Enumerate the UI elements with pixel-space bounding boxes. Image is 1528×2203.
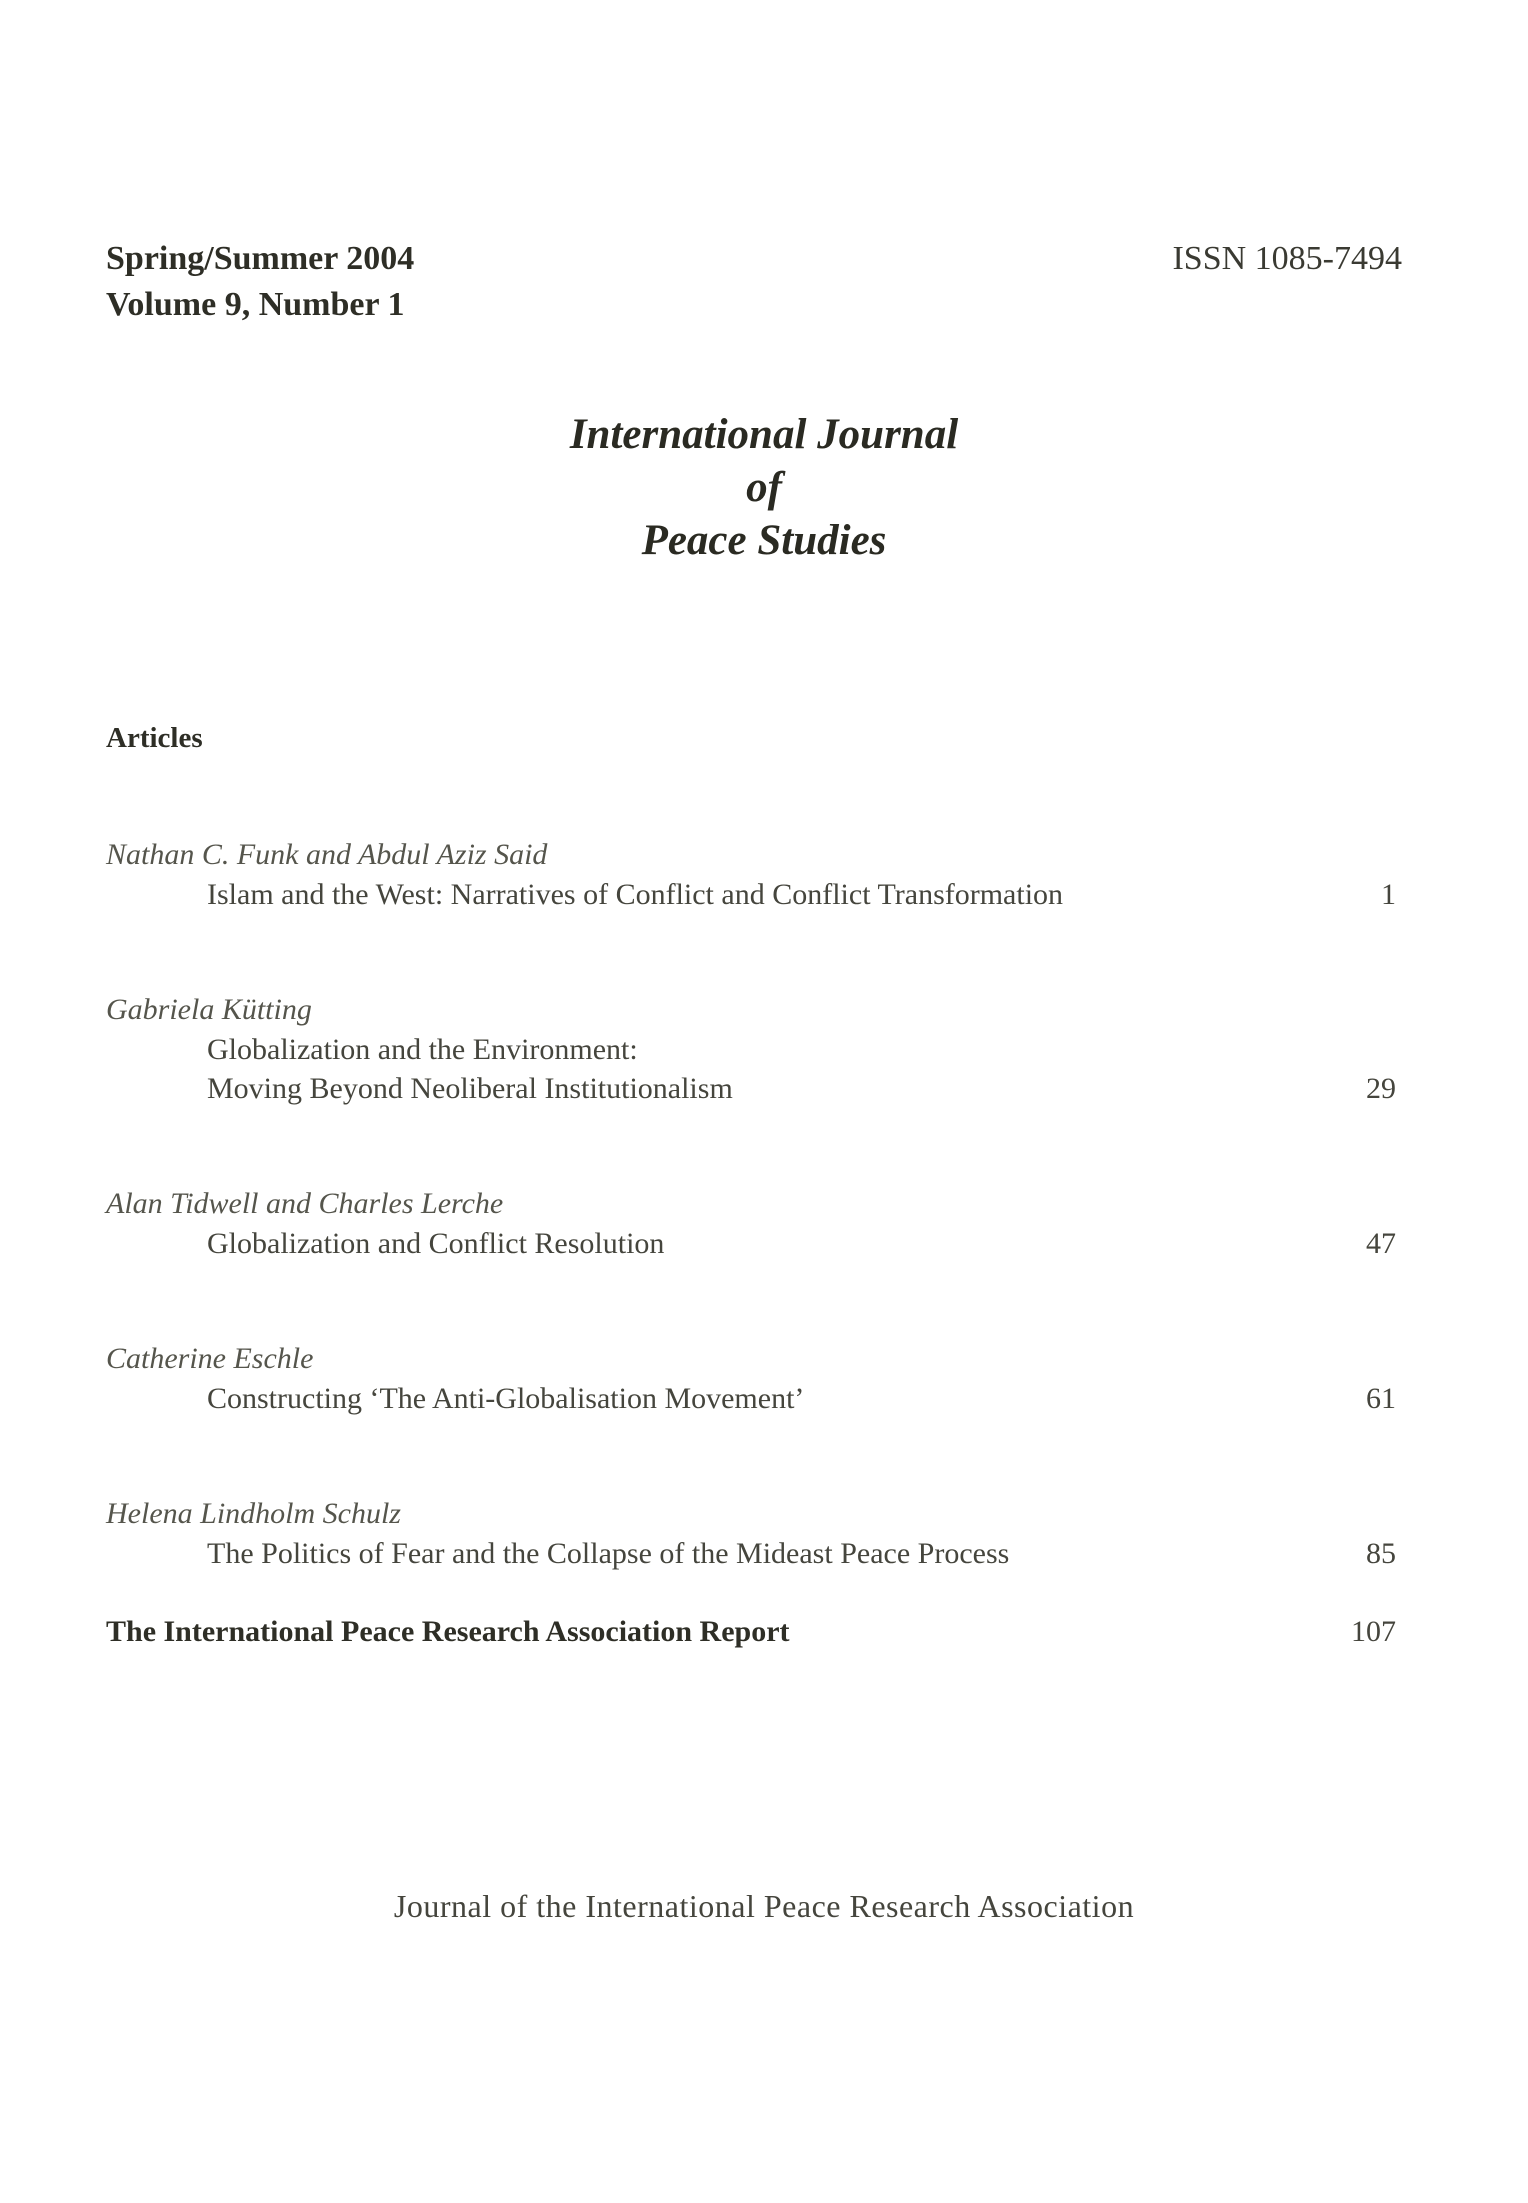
toc-entry	[106, 990, 1396, 1108]
page-number: 85	[1366, 1537, 1396, 1570]
section-label-articles: Articles	[106, 722, 203, 754]
issue-season: Spring/Summer 2004	[106, 240, 415, 277]
toc-entry	[106, 1339, 1396, 1418]
volume-number: Volume 9, Number 1	[106, 286, 405, 323]
page-number: 29	[1366, 1072, 1396, 1105]
article-title: Globalization and Conflict Resolution	[207, 1227, 665, 1260]
toc-entry	[106, 1494, 1396, 1573]
article-author: Gabriela Kütting	[106, 993, 312, 1026]
issue-info	[106, 236, 414, 328]
article-title: The Politics of Fear and the Collapse of the Mideast Peace Process	[207, 1537, 1010, 1570]
article-title-line-1: Globalization and the Environment:	[207, 1033, 638, 1066]
journal-title-line-3: Peace Studies	[641, 517, 887, 564]
issn: ISSN 1085-7494	[1172, 240, 1402, 277]
article-author: Helena Lindholm Schulz	[106, 1497, 401, 1530]
article-author: Nathan C. Funk and Abdul Aziz Said	[106, 838, 548, 871]
journal-title-line-1: International Journal	[569, 411, 959, 458]
footer-publisher: Journal of the International Peace Research Association	[393, 1888, 1135, 1924]
toc-report-entry	[106, 1612, 1396, 1652]
page-number: 1	[1381, 878, 1396, 911]
page-number: 47	[1366, 1227, 1396, 1260]
toc-entry	[106, 835, 1396, 914]
article-author: Catherine Eschle	[106, 1342, 314, 1375]
toc-entry	[106, 1184, 1396, 1263]
article-title-line-2: Moving Beyond Neoliberal Institutionalism	[207, 1072, 733, 1105]
journal-title	[0, 408, 1528, 567]
report-title: The International Peace Research Association Report	[106, 1615, 790, 1648]
article-author: Alan Tidwell and Charles Lerche	[106, 1187, 504, 1220]
page-number: 107	[1351, 1615, 1396, 1648]
article-title: Islam and the West: Narratives of Conflict and Conflict Transformation	[207, 878, 1064, 911]
page-number: 61	[1366, 1382, 1396, 1415]
article-title: Constructing ‘The Anti-Globalisation Movement’	[207, 1382, 805, 1415]
journal-title-line-2: of	[746, 464, 782, 511]
